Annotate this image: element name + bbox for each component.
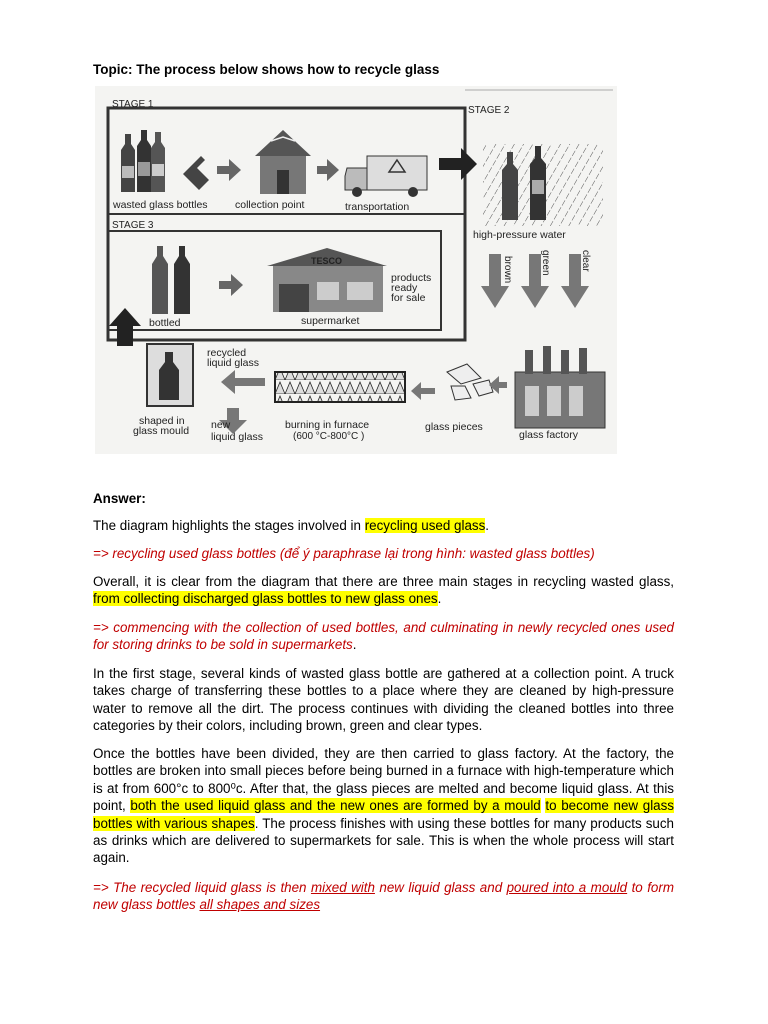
supermarket-label: supermarket xyxy=(301,315,360,327)
highlight-2: from collecting discharged glass bottles to new glass ones xyxy=(93,591,438,607)
products-label-2: ready xyxy=(391,282,418,294)
high-pressure-water-label: high-pressure water xyxy=(473,229,566,241)
paragraph-4: Once the bottles have been divided, they are then carried to glass factory. At the factory, the bottles are broken into small pieces before being burned in a furnace with high-temperature which is at from 600°c to 800⁰c. After that, the glass pieces are melted and become liquid glass. At this point, both the used liquid glass and the new ones are formed by a mould to become new glass bottles with various shapes. The process finishes with using these bottles for many products such as drinks which are delivered to supermarkets for sale. This is when the whole process will start again. xyxy=(93,746,675,866)
topic-heading: Topic: The process below shows how to recycle glass xyxy=(93,62,440,77)
burning-label-2: (600 °C-800°C ) xyxy=(293,431,365,442)
recycled-label-2: liquid glass xyxy=(207,357,259,369)
note-3: => The recycled liquid glass is then mixed with new liquid glass and poured into a mould to form new glass bottles all shapes and sizes xyxy=(93,880,674,913)
transportation-label: transportation xyxy=(345,201,410,213)
stage3-label: STAGE 3 xyxy=(112,220,154,231)
highlight-1: recycling used glass xyxy=(364,518,486,533)
products-label-1: products xyxy=(391,272,432,284)
paragraph-3: In the first stage, several kinds of wasted glass bottle are gathered at a collection point. A truck takes charge of transferring these bottles to a place where they are cleaned by high-pressure water to remove all the dirt. The process continues with dividing the cleaned bottles into three categories by their colors, including brown, green and clear types. xyxy=(93,666,674,734)
new-label-1: new xyxy=(211,419,231,431)
burning-label-1: burning in furnace xyxy=(285,419,370,431)
highlight-4: to become new glass bottles with various shapes xyxy=(93,798,675,831)
clear-label: clear xyxy=(580,250,591,272)
shaped-label-1: shaped in xyxy=(139,415,185,427)
note-2: => commencing with the collection of used bottles, and culminating in newly recycled ones used for storing drinks to be sold in supermarkets. xyxy=(93,620,674,653)
bottled-label: bottled xyxy=(149,317,181,329)
stage1-label: STAGE 1 xyxy=(112,99,154,110)
underline-1: mixed with xyxy=(310,880,375,895)
underline-2: poured into a mould xyxy=(506,880,628,895)
furnace-icon xyxy=(275,372,405,402)
highlight-3: both the used liquid glass and the new ones are formed by a mould xyxy=(130,798,541,814)
collection-point-label: collection point xyxy=(235,199,305,211)
recycling-process-diagram xyxy=(95,86,617,454)
note-1: => recycling used glass bottles (để ý paraphrase lại trong hình: wasted glass bottles) xyxy=(93,546,595,561)
tesco-label: TESCO xyxy=(311,256,343,266)
new-label-2: liquid glass xyxy=(211,431,263,443)
glass-pieces-label: glass pieces xyxy=(425,421,483,433)
brown-label: brown xyxy=(502,256,513,284)
green-label: green xyxy=(540,250,551,276)
paragraph-1: The diagram highlights the stages involved in recycling used glass. xyxy=(93,518,490,533)
sort-arrows xyxy=(481,254,589,308)
glass-factory-label: glass factory xyxy=(519,429,578,441)
underline-3: all shapes and sizes xyxy=(199,897,321,913)
stage2-label: STAGE 2 xyxy=(468,105,510,116)
products-label-3: for sale xyxy=(391,292,426,304)
paragraph-2: Overall, it is clear from the diagram that there are three main stages in recycling wasted glass, from collecting discharged glass bottles to new glass ones. xyxy=(93,574,674,607)
shaped-label-2: glass mould xyxy=(133,425,190,437)
wasted-bottles-label: wasted glass bottles xyxy=(113,199,208,211)
answer-heading: Answer: xyxy=(93,491,146,506)
recycled-label-1: recycled xyxy=(207,347,247,359)
